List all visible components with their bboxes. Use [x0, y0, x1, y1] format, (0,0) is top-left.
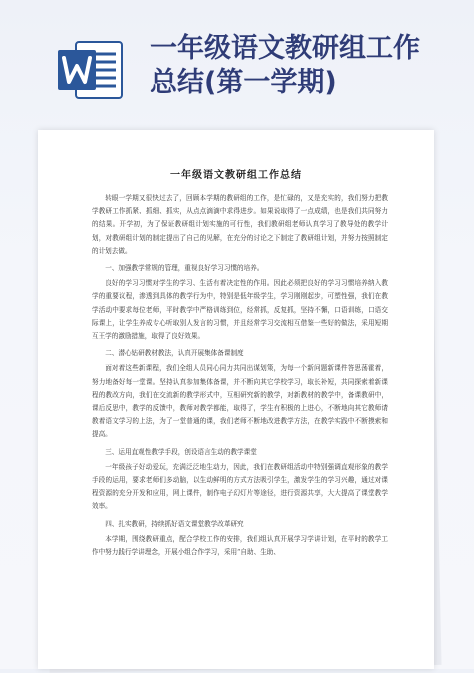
page-title: [150, 32, 470, 100]
document-preview: [38, 130, 434, 669]
body-paragraph: 本学期，围绕教研重点，配合学校工作的安排，我们组认真开展学习学讲计划，在平时的教学工作中努力践行学讲理念，开展小组合作学习，采用“自助、生助、: [92, 534, 388, 557]
page-title-line-2: 总结(第一学期): [150, 67, 337, 98]
section-heading: 一、加强教学常规的管理，重视良好学习习惯的培养。: [105, 264, 264, 273]
body-paragraph: 面对着这些新课程，我们全组人员同心同力共同出谋划策，为每一个新问题新课件答思荡霍着，努力地备好每一堂课。坚持认真参加集体备课，并不断向其它学校学习，取长补短，共同探索着新课程的教改方向，我们在交流新的教学形式中，互相研究新的教学，对新教材的教学中，备课教研中，课后反思中，教学的反馈中，教师对教学都能，取得了，学生有积极的上进心，不断地向其它教师请教着语文学习的上法，为了一堂普通的课，我们老师不断地改进教学方法，在教学实践中不断摸索和提高。: [92, 364, 388, 439]
section-heading: 二、潜心钻研教材教法，认真开展集体备课制度: [105, 349, 244, 358]
body-paragraph: 良好的学习习惯对学生的学习、生活有着决定性的作用。因此必须把良好的学习习惯培养纳入教学的重要议程，渗透到具体的教学行为中，特别是低年级学生，学习刚刚起步，可塑性强，我们在教学活动中要求每位老师，平时教学中严格训练到位，经常抓，反复抓，坚持不懈，口语训练，口语交际课上，让学生养成专心听取别人发言的习惯，并且经常学习交流相互借鉴一些好的做法，采用短期互王学的激励措施，取得了良好效果。: [92, 279, 388, 341]
page-title-line-1: 一年级语文教研组工作: [150, 33, 420, 64]
word-document-icon: [56, 38, 126, 102]
body-paragraph: 转眼一学期又很快过去了，回顾本学期的教研组的工作，是忙碌的，又是充实的，我们努力把教学教研工作抓紧、抓细、抓实，从点点滴滴中求得进步。如果说取得了一点成绩，也是我们共同努力的结果。开学初，为了保证教研组计划实施的可行性，我们教研组老师认真学习了教导处的教学计划，对教研组计划的制定提出了自己的见解，在充分的讨论之下制定了教研组计划，并努力按照制定的计划去做。: [92, 194, 388, 255]
document-body: [92, 192, 388, 559]
section-heading: 三、运用直观性教学手段，创设语言生动的教学课堂: [105, 447, 257, 456]
document-heading: 一年级语文教研组工作总结: [170, 170, 302, 181]
body-paragraph: 一年级孩子好动爱玩，充满泛泛地生动力，因此，我们在教研组活动中特别强调直观形象的教学手段的运用，要求老师们多动脑，以生动鲜明的方式方法吸引学生，激发学生的学习兴趣，通过对课程资源的充分开发和应用，网上课件，制作电子幻灯片等途径，进行资源共享，大大提高了课堂教学效率。: [92, 462, 388, 511]
section-heading: 四、扎实教研，持续抓好语文课堂教学改革研究: [105, 519, 244, 528]
